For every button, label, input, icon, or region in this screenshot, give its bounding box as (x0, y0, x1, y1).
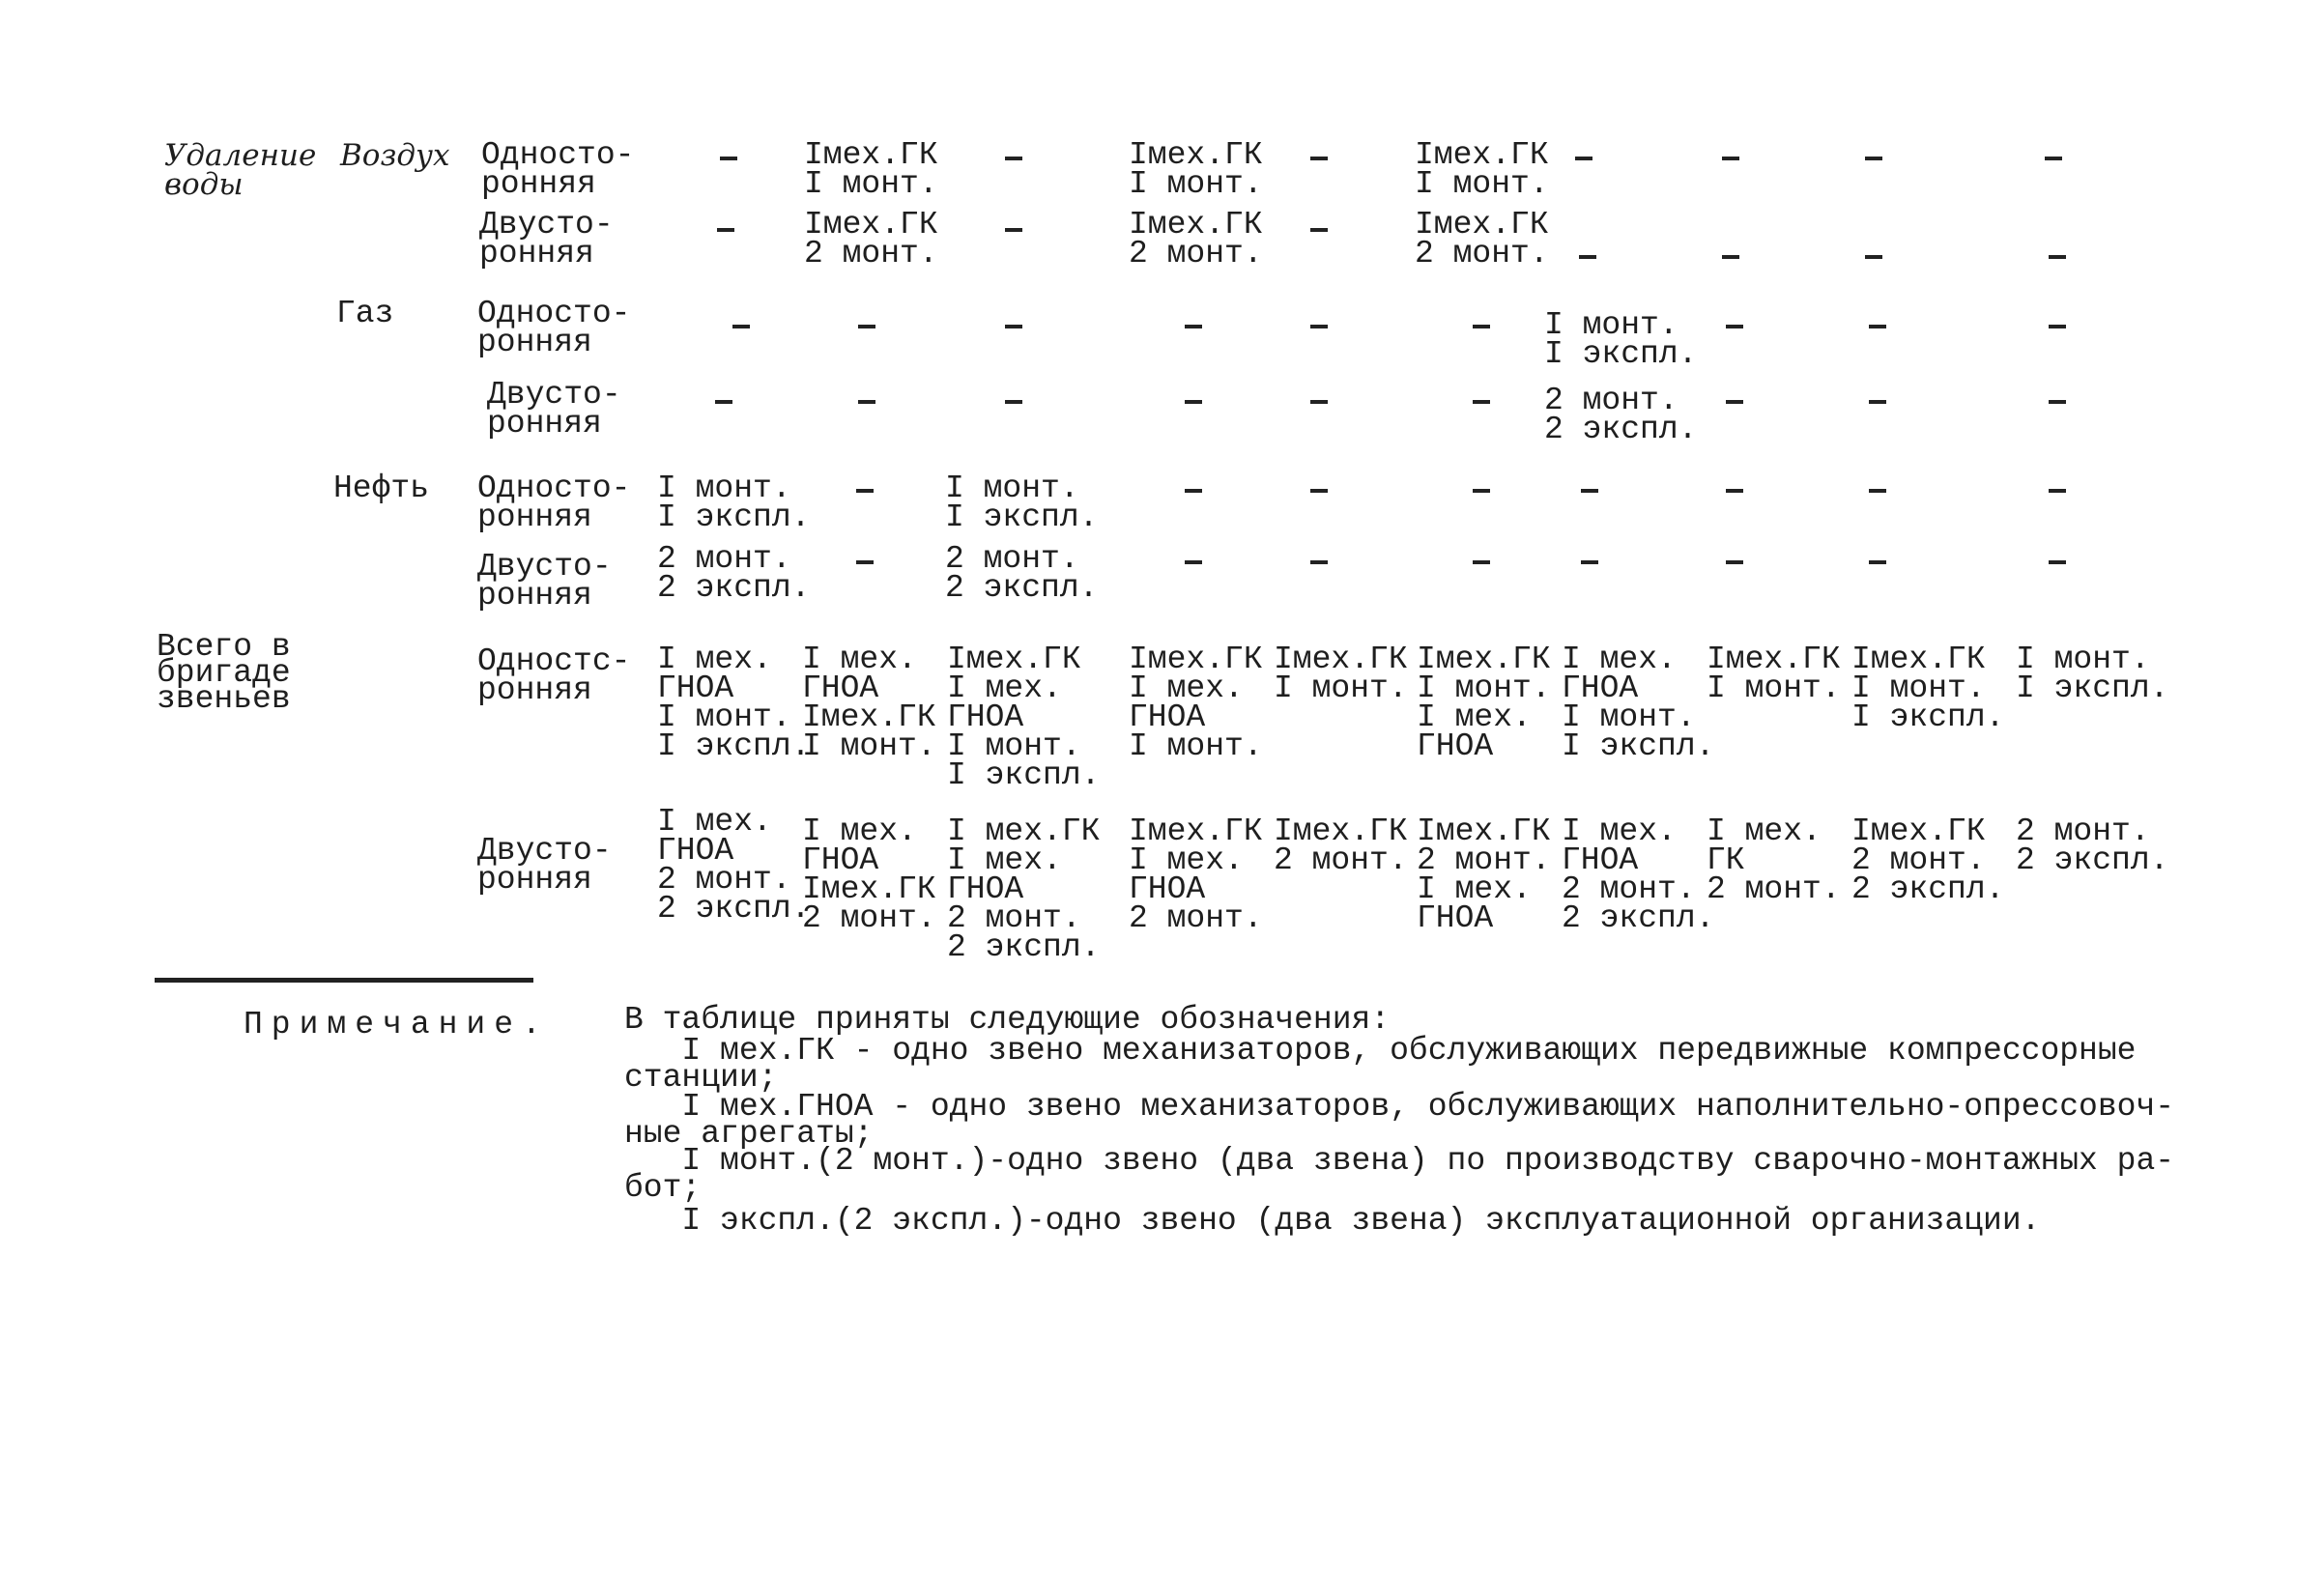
cell-total-two-c10: 2 монт. 2 экспл. (2016, 814, 2169, 878)
cell-total-two-c8: I мех. ГК 2 монт. (1707, 814, 1841, 907)
side-total-two: Двусто- ронняя (477, 833, 612, 898)
group-air: Воздух (340, 138, 450, 173)
cell-air-two-c2: Iмех.ГК 2 монт. (804, 207, 938, 271)
dash-mark (1726, 400, 1743, 404)
cell-total-one-c2: I мех. ГНОА Iмех.ГК I монт. (802, 642, 936, 764)
dash-mark (1185, 489, 1202, 493)
dash-mark (1185, 325, 1202, 328)
cell-total-two-c6: Iмех.ГК 2 монт. I мех. ГНОА (1417, 814, 1551, 936)
group-total: Всего в бригаде звеньев (157, 629, 291, 717)
note-line-3: I монт.(2 монт.)-одно звено (два звена) по производству сварочно-монтажных ра- (624, 1143, 2175, 1179)
cell-total-one-c9: Iмех.ГК I монт. I экспл. (1851, 642, 2005, 735)
cell-total-two-c3: I мех.ГК I мех. ГНОА 2 монт. 2 экспл. (947, 814, 1101, 965)
dash-mark (1869, 400, 1886, 404)
footnote-separator (155, 978, 533, 983)
dash-mark (1579, 255, 1596, 259)
dash-mark (2049, 560, 2066, 564)
note-line-1b: станции; (624, 1060, 778, 1096)
group-water-removal: Удаление воды (164, 138, 317, 202)
dash-mark (858, 325, 875, 328)
dash-mark (1473, 560, 1490, 564)
cell-gas-one-c7: I монт. I экспл. (1544, 307, 1698, 372)
dash-mark (1581, 489, 1598, 493)
side-oil-two: Двусто- ронняя (477, 549, 612, 614)
note-line-4: I экспл.(2 экспл.)-одно звено (два звена) эксплуатационной организации. (624, 1203, 2041, 1239)
dash-mark (1310, 228, 1328, 232)
dash-mark (2049, 325, 2066, 328)
cell-total-two-c2: I мех. ГНОА Iмех.ГК 2 монт. (802, 814, 936, 936)
dash-mark (2049, 400, 2066, 404)
dash-mark (1575, 157, 1592, 160)
dash-mark (1473, 400, 1490, 404)
side-air-two: Двусто- ронняя (479, 207, 614, 271)
dash-mark (1310, 325, 1328, 328)
dash-mark (1726, 325, 1743, 328)
note-line-3b: бот; (624, 1170, 702, 1206)
note-line-1: I мех.ГК - одно звено механизаторов, обслуживающих передвижные компрессорные (624, 1033, 2137, 1069)
cell-total-one-c7: I мех. ГНОА I монт. I экспл. (1562, 642, 1715, 764)
cell-total-one-c5: Iмех.ГК I монт. (1274, 642, 1408, 706)
dash-mark (1005, 157, 1022, 160)
dash-mark (1185, 560, 1202, 564)
dash-mark (1722, 157, 1739, 160)
note-line-2b: ные агрегаты; (624, 1116, 874, 1152)
note-intro: В таблице приняты следующие обозначения: (624, 1002, 1391, 1038)
cell-total-one-c8: Iмех.ГК I монт. (1707, 642, 1841, 706)
side-oil-one: Односто- ронняя (477, 471, 631, 535)
side-air-one: Односто- ронняя (481, 137, 635, 202)
cell-oil-two-c1: 2 монт. 2 экспл. (657, 541, 811, 606)
dash-mark (1005, 325, 1022, 328)
cell-gas-two-c7: 2 монт. 2 экспл. (1544, 383, 1698, 447)
dash-mark (1726, 489, 1743, 493)
dash-mark (2049, 489, 2066, 493)
dash-mark (1310, 400, 1328, 404)
dash-mark (1869, 325, 1886, 328)
dash-mark (856, 560, 874, 564)
group-oil: Нефть (333, 471, 430, 506)
dash-mark (720, 157, 737, 160)
dash-mark (732, 325, 750, 328)
dash-mark (1865, 157, 1882, 160)
note-line-2: I мех.ГНОА - одно звено механизаторов, обслуживающих наполнительно-опрессовоч- (624, 1089, 2175, 1125)
dash-mark (2045, 157, 2062, 160)
dash-mark (1722, 255, 1739, 259)
dash-mark (856, 489, 874, 493)
dash-mark (1005, 400, 1022, 404)
dash-mark (1185, 400, 1202, 404)
dash-mark (1310, 489, 1328, 493)
cell-air-two-c6: Iмех.ГК 2 монт. (1415, 207, 1549, 271)
dash-mark (1005, 228, 1022, 232)
cell-total-two-c4: Iмех.ГК I мех. ГНОА 2 монт. (1129, 814, 1263, 936)
dash-mark (1473, 325, 1490, 328)
cell-total-one-c10: I монт. I экспл. (2016, 642, 2169, 706)
dash-mark (715, 400, 732, 404)
cell-total-one-c1: I мех. ГНОА I монт. I экспл. (657, 642, 811, 764)
cell-total-two-c5: Iмех.ГК 2 монт. (1274, 814, 1408, 878)
cell-total-one-c4: Iмех.ГК I мех. ГНОА I монт. (1129, 642, 1263, 764)
cell-air-one-c4: Iмех.ГК I монт. (1129, 137, 1263, 202)
dash-mark (2049, 255, 2066, 259)
cell-total-two-c1: I мех. ГНОА 2 монт. 2 экспл. (657, 804, 811, 927)
side-total-one: Одностс- ронняя (477, 643, 631, 708)
dash-mark (1581, 560, 1598, 564)
dash-mark (1869, 489, 1886, 493)
cell-total-one-c6: Iмех.ГК I монт. I мех. ГНОА (1417, 642, 1551, 764)
cell-air-one-c6: Iмех.ГК I монт. (1415, 137, 1549, 202)
cell-air-two-c4: Iмех.ГК 2 монт. (1129, 207, 1263, 271)
dash-mark (1865, 255, 1882, 259)
cell-oil-one-c3: I монт. I экспл. (945, 471, 1099, 535)
cell-oil-one-c1: I монт. I экспл. (657, 471, 811, 535)
cell-air-one-c2: Iмех.ГК I монт. (804, 137, 938, 202)
dash-mark (858, 400, 875, 404)
cell-oil-two-c3: 2 монт. 2 экспл. (945, 541, 1099, 606)
dash-mark (1310, 157, 1328, 160)
dash-mark (1310, 560, 1328, 564)
cell-total-one-c3: Iмех.ГК I мех. ГНОА I монт. I экспл. (947, 642, 1101, 793)
note-label: Примечание. (244, 1007, 550, 1042)
group-gas: Газ (336, 296, 394, 331)
cell-total-two-c9: Iмех.ГК 2 монт. 2 экспл. (1851, 814, 2005, 907)
cell-total-two-c7: I мех. ГНОА 2 монт. 2 экспл. (1562, 814, 1715, 936)
side-gas-one: Односто- ронняя (477, 296, 631, 360)
dash-mark (1869, 560, 1886, 564)
side-gas-two: Двусто- ронняя (487, 377, 621, 442)
dash-mark (717, 228, 734, 232)
dash-mark (1726, 560, 1743, 564)
dash-mark (1473, 489, 1490, 493)
